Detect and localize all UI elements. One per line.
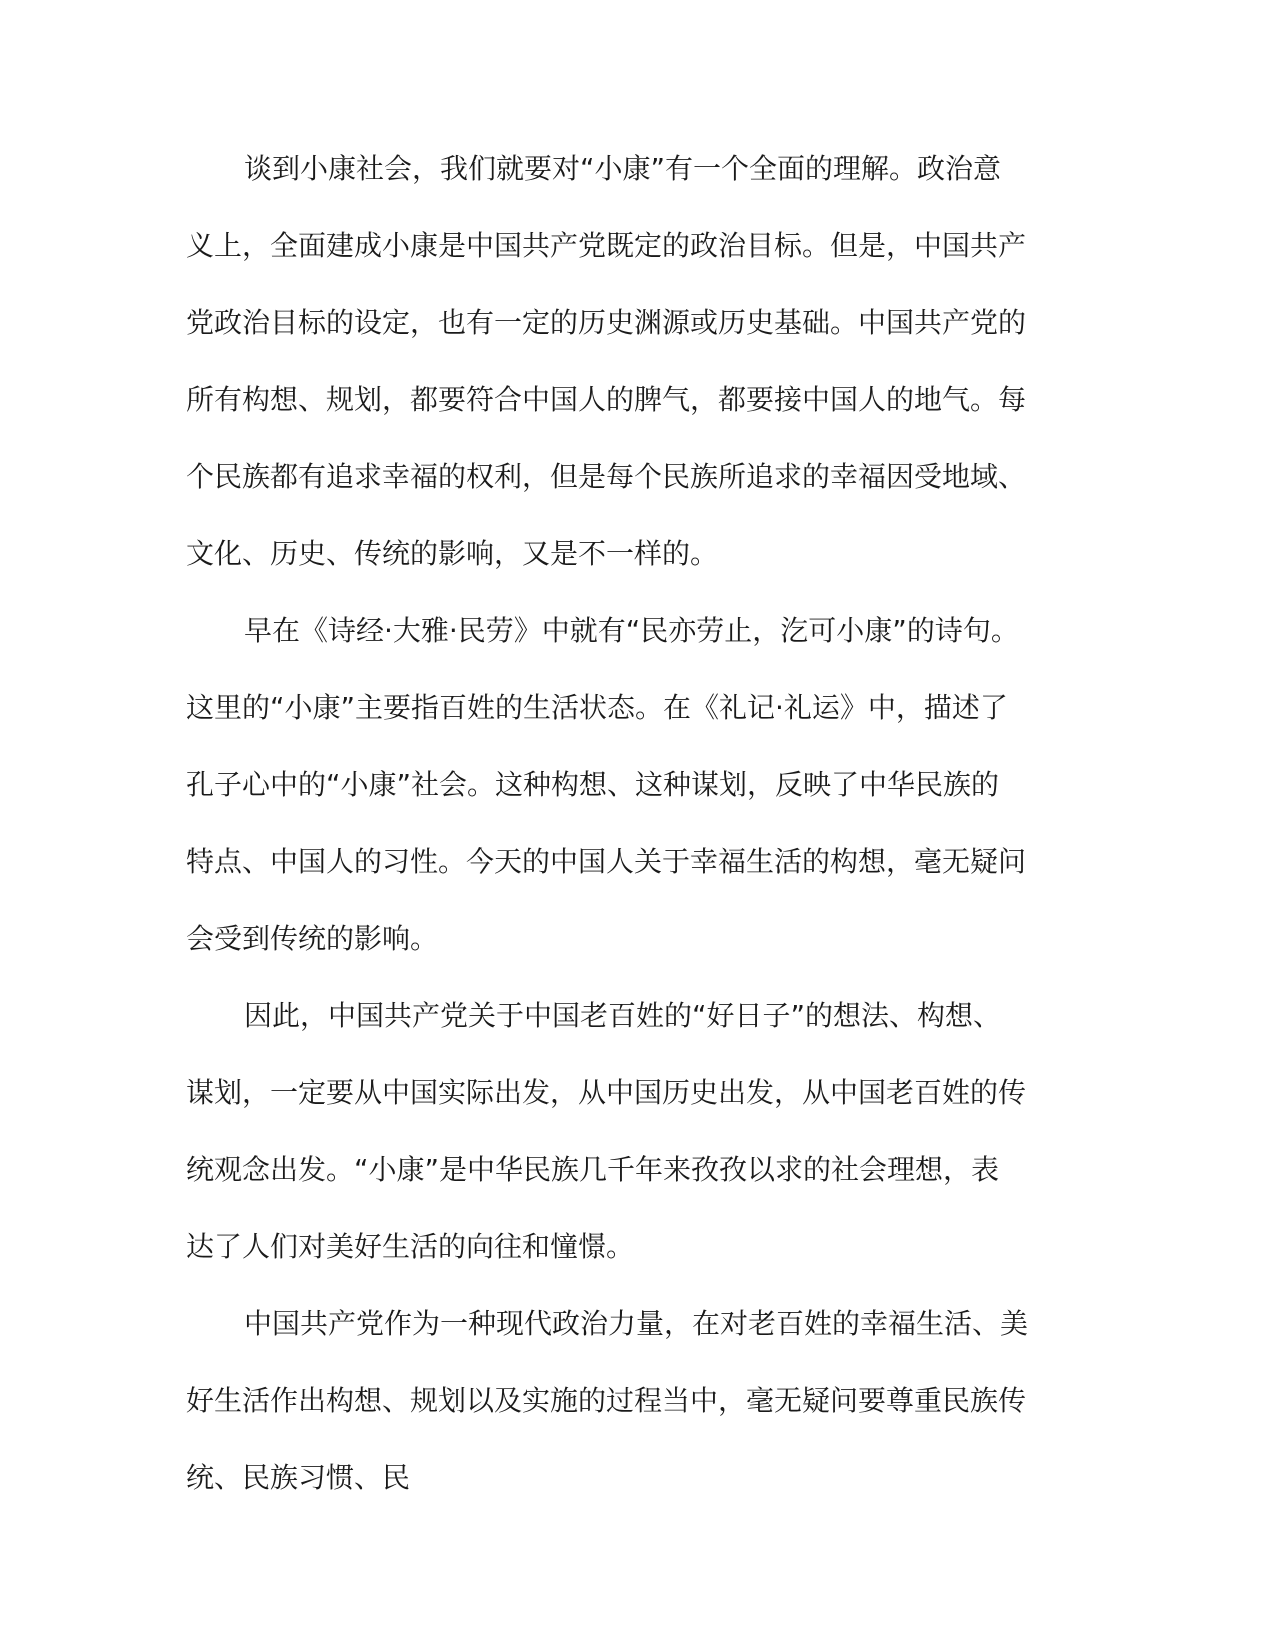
paragraph-2-line-4: 特点、中国人的习性。今天的中国人关于幸福生活的构想，毫无疑问 <box>186 845 1027 878</box>
paragraph-3-line-3: 统观念出发。“小康”是中华民族几千年来孜孜以求的社会理想，表 <box>186 1153 1000 1186</box>
paragraph-4-line-3: 统、民族习惯、民 <box>186 1461 411 1494</box>
paragraph-2-line-1: 早在《诗经·大雅·民劳》中就有“民亦劳止，汔可小康”的诗句。 <box>244 614 1019 647</box>
paragraph-4-line-1: 中国共产党作为一种现代政治力量，在对老百姓的幸福生活、美 <box>244 1307 1029 1340</box>
paragraph-3-line-4: 达了人们对美好生活的向往和憧憬。 <box>186 1230 635 1263</box>
document-body <box>186 130 1066 1516</box>
paragraph-1-line-6: 文化、历史、传统的影响，又是不一样的。 <box>186 537 719 570</box>
paragraph-2-line-5: 会受到传统的影响。 <box>186 922 439 955</box>
paragraph-2-line-3: 孔子心中的“小康”社会。这种构想、这种谋划，反映了中华民族的 <box>186 768 1000 801</box>
paragraph-2-line-2: 这里的“小康”主要指百姓的生活状态。在《礼记·礼运》中，描述了 <box>186 691 1008 724</box>
paragraph-4-line-2: 好生活作出构想、规划以及实施的过程当中，毫无疑问要尊重民族传 <box>186 1384 1027 1417</box>
paragraph-1-line-5: 个民族都有追求幸福的权利，但是每个民族所追求的幸福因受地域、 <box>186 460 1027 493</box>
paragraph-3-line-2: 谋划，一定要从中国实际出发，从中国历史出发，从中国老百姓的传 <box>186 1076 1027 1109</box>
paragraph-1-line-4: 所有构想、规划，都要符合中国人的脾气，都要接中国人的地气。每 <box>186 383 1027 416</box>
paragraph-3-line-1: 因此，中国共产党关于中国老百姓的“好日子”的想法、构想、 <box>244 999 1002 1032</box>
paragraph-1-line-2: 义上，全面建成小康是中国共产党既定的政治目标。但是，中国共产 <box>186 229 1027 262</box>
paragraph-1-line-1: 谈到小康社会，我们就要对“小康”有一个全面的理解。政治意 <box>244 152 1002 185</box>
paragraph-1-line-3: 党政治目标的设定，也有一定的历史渊源或历史基础。中国共产党的 <box>186 306 1027 339</box>
